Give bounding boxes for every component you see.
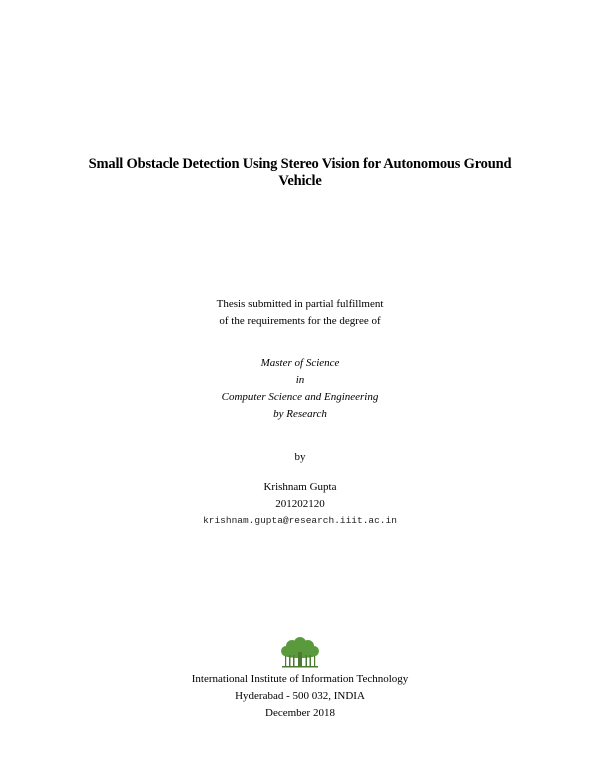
thesis-title-line-2: Vehicle bbox=[278, 173, 322, 189]
thesis-title bbox=[60, 156, 540, 190]
degree-field: Computer Science and Engineering bbox=[221, 391, 379, 403]
submission-line-2: of the requirements for the degree of bbox=[219, 315, 381, 327]
author-name: Krishnam Gupta bbox=[263, 481, 337, 493]
by-label bbox=[100, 449, 500, 466]
degree-name: Master of Science bbox=[260, 357, 340, 369]
submission-line-1: Thesis submitted in partial fulfillment bbox=[216, 298, 384, 310]
institution-name: International Institute of Information Technology bbox=[191, 673, 409, 685]
thesis-title-line-1: Small Obstacle Detection Using Stereo Vision for Autonomous Ground bbox=[88, 156, 512, 172]
degree-mode: by Research bbox=[273, 408, 327, 420]
author-roll-number: 201202120 bbox=[275, 498, 325, 510]
author-block bbox=[100, 479, 500, 513]
submission-date: December 2018 bbox=[265, 707, 335, 719]
degree-in: in bbox=[295, 374, 305, 386]
by-text: by bbox=[294, 451, 306, 463]
institution-address: Hyderabad - 500 032, INDIA bbox=[235, 690, 365, 702]
submission-statement bbox=[100, 296, 500, 330]
institution-block bbox=[100, 671, 500, 722]
author-email: krishnam.gupta@research.iiit.ac.in bbox=[203, 515, 397, 526]
degree-block bbox=[100, 355, 500, 423]
banyan-tree-icon bbox=[280, 636, 320, 668]
